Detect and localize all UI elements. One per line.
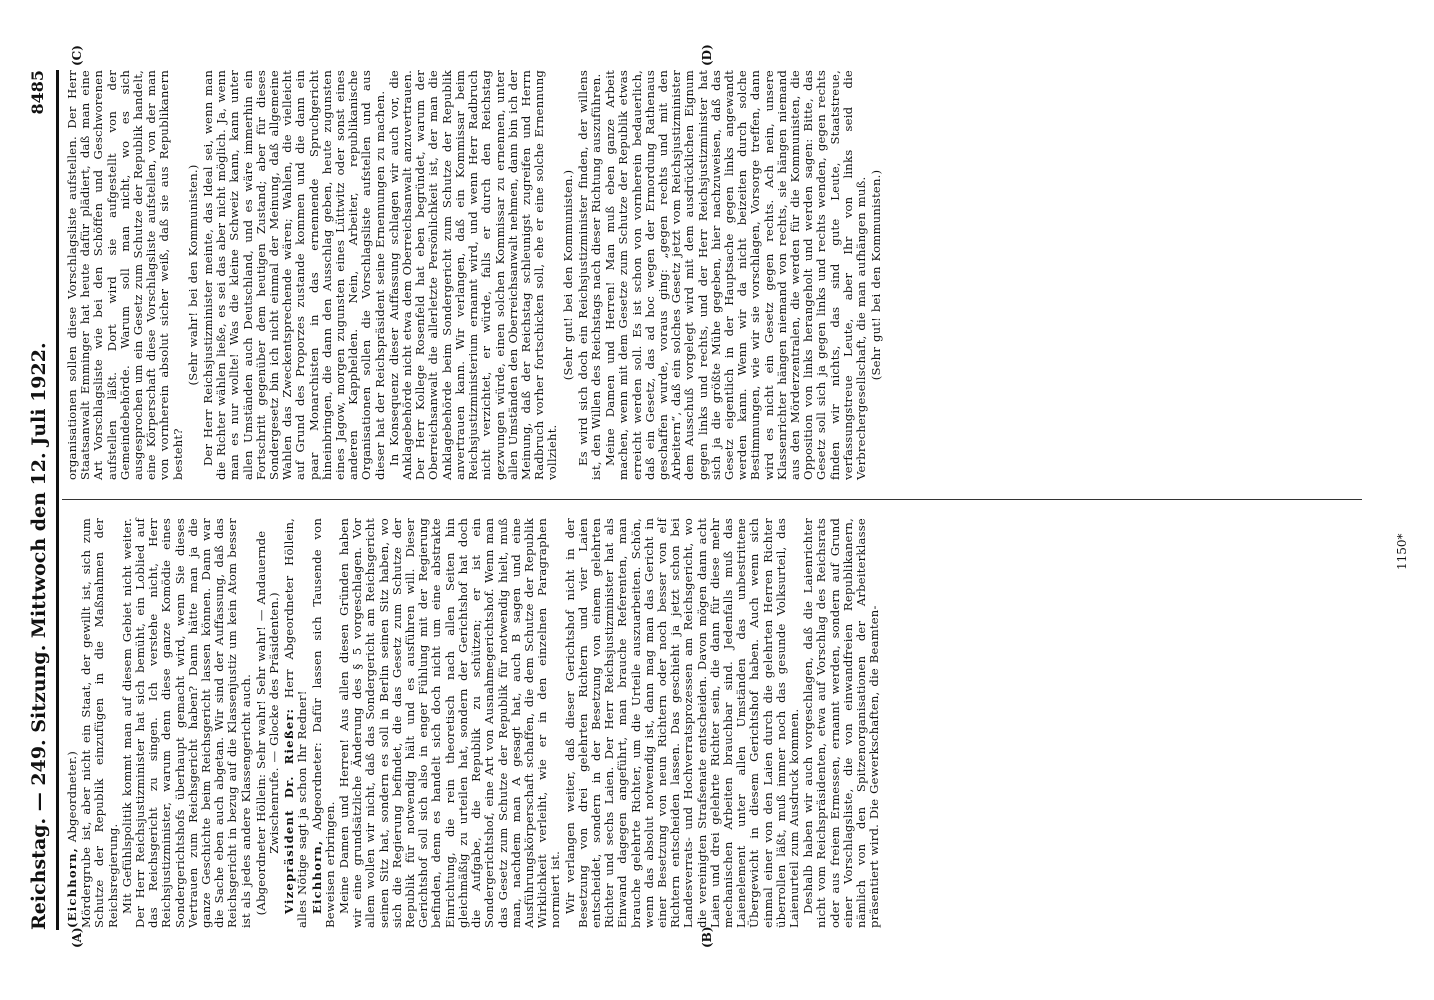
paragraph: Eichhorn, Abgeordneter: Dafür lassen sich Tausende von Beweisen erbringen. <box>309 518 337 928</box>
column-divider <box>62 499 1362 500</box>
speaker-name: Vizepräsident Dr. Rießer: <box>282 707 297 914</box>
paragraph: Vizepräsident Dr. Rießer: Herr Abgeordneter Höllein, alles Nötige sagt ja schon Ihr Redner! <box>282 518 310 928</box>
header-rule <box>56 70 59 930</box>
speaker-name: Eichhorn, <box>309 839 324 914</box>
interjection: (Abgeordneter Höllein: Sehr wahr! Sehr wahr! — Andauernde Zwischenrufe. — Glocke des Präsidenten.) <box>253 530 282 916</box>
margin-marker-d: (D) <box>700 44 714 66</box>
header-title: Reichstag. — 249. Sitzung. Mittwoch den 12. Juli 1922. <box>28 342 50 930</box>
left-column <box>66 518 882 928</box>
right-column <box>66 70 885 480</box>
paragraph: In Konsequenz dieser Auffassung schlagen wir auch vor, die Anklagebehörde nicht etwa dem Oberreichsanwalt anzuvertrauen. Der Herr Kollege Rosenfeld hat eben begründet, warum der Oberreichsanwalt die allerletzte Persönlichkeit ist, der man die Anklagebehörde beim Sondergericht zum Schutze der Republik anvertrauen kann. Wir verlangen, daß ein Kommissar beim Reichsjustizministerium ernannt wird, und wenn Herr Radbruch nicht verzichtet, er würde, falls er durch den Reichstag gezwungen würde, einen solchen Kommissar zu ernennen, unter allen Umständen den Oberreichsanwalt nehmen, dann bin ich der Meinung, daß der Reichstag schleunigst zugreifen und Herrn Radbruch vorher fortschicken soll, ehe er eine solche Ernennung vollzieht. <box>386 70 560 480</box>
interjection: (Sehr gut! bei den Kommunisten.) <box>869 169 884 381</box>
paragraph: Meine Damen und Herren! Aus allen diesen Gründen haben wir eine grundsätzliche Änderung des § 5 vorgeschlagen. Vor allem wollen wir nicht, daß das Sondergericht am Reichsgericht seinen Sitz hat, sondern es soll in Berlin seinen Sitz haben, wo sich die Regierung befindet, die das Gesetz zum Schutze der Republik für notwendig hält und es ausführen will. Dieser Gerichtshof soll sich also in enger Fühlung mit der Regierung befinden, denn es handelt sich doch nicht um eine abstrakte Einrichtung, die rein theoretisch nach allen Seiten hin gleichmäßig zu urteilen hat, sondern der Gerichtshof hat doch die Aufgabe, die Republik zu schützen; er ist ein Sondergerichtshof, eine Art von Ausnahmegerichtshof. Wenn man das Gesetz zum Schutze der Republik für notwendig hielt, muß man, nachdem man A gesagt hat, auch B sagen und eine Ausführungskörperschaft schaffen, die dem Schutze der Republik Wirklichkeit verleiht, wie er in den einzelnen Paragraphen normiert ist. <box>337 518 563 928</box>
sheet-number: 1150* <box>1395 533 1409 570</box>
paragraph: Meine Damen und Herren! Man muß eben ganze Arbeit machen, wenn mit dem Gesetze zum Schutze der Republik etwas erreicht werden soll. Es ist schon von vornherein bedauerlich, daß ein Gesetz, das ad hoc wegen der Ermordung Rathenaus geschaffen wurde, voraus ging: „gegen rechts und mit den Arbeitern“, daß ein solches Gesetz jetzt vom Reichsjustizminister dem Ausschuß vorgelegt wird mit dem ausdrücklichen Eignum gegen links und rechts, und der Herr Reichsjustizminister hat sich ja die größte Mühe gegeben, hier nachzuweisen, daß das Gesetz eigentlich in der Hauptsache gegen links angewandt werden kann. Wenn wir da nicht beizeiten durch solche Bestimmungen, wie wir sie vorschlagen, Vorsorge treffen, dann wird es nicht ein Gesetz gegen rechts. Ach nein, unsere Klassenrichter hängen niemand von rechts, sie hängen niemand aus den Mörderzentralen, die werden für die Kommunisten, die Opposition von links herangeholt und werden sagen: Bitte, das Gesetz soll sich ja gegen links und rechts wenden, gegen rechts finden wir nichts, das sind gute Leute, Staatstreue, verfassungstreue Leute, aber Ihr von links seid die Verbrechergesellschaft, die man aufhängen muß. <box>603 70 868 480</box>
interjection: (Sehr wahr! bei den Kommunisten.) <box>185 164 200 386</box>
page-number: 8485 <box>28 70 47 115</box>
interjection: (Sehr gut! bei den Kommunisten.) <box>560 169 575 381</box>
speaker-name: (Eichhorn, <box>65 847 79 928</box>
page-header <box>28 70 52 930</box>
margin-marker-c: (C) <box>70 45 84 66</box>
margin-marker-a: (A) <box>70 927 84 948</box>
paragraph: Wir verlangen weiter, daß dieser Gerichtshof nicht in der Besetzung von drei gelehrten Richtern und vier Laien entscheidet, sondern in der Besetzung von einem gelehrten Richter und sechs Laien. Der Herr Reichsjustizminister hat als Einwand dagegen angeführt, man brauche Referenten, man brauche gelehrte Richter, um die Urteile auszuarbeiten. Schön, wenn das absolut notwendig ist, dann mag man das Gericht in einer Besetzung von neun Richtern oder noch besser von elf Richtern entscheiden lassen. Das geschieht ja jetzt schon bei Landesverrats- und Hochverratsprozessen am Reichsgericht, wo die vereinigten Strafsenate entscheiden. Davon mögen dann acht Laien und drei gelehrte Richter sein, die dann für diese mehr mechanischen Arbeiten brauchbar sind. Jedenfalls muß das Laienelement unter allen Umständen das unbestrittene Übergewicht in diesem Gerichtshof haben. Auch wenn sich einmal einer von den Laien durch die gelehrten Herren Richter überrollen läßt, muß immer noch das gesunde Volksurteil, das Laienurteil zum Ausdruck kommen. <box>562 518 801 928</box>
paragraph: Der Herr Reichsjustizminister meinte, das Ideal sei, wenn man die Richter wählen ließe, es sei das aber nicht möglich. Ja, wenn man es nur wollte! Was die kleine Schweiz kann, kann unter allen Umständen auch Deutschland, und es wäre immerhin ein Fortschritt gegenüber dem heutigen Zustand; aber für dieses Sondergesetz bin ich nicht einmal der Meinung, daß allgemeine Wahlen das Zweckentsprechende wären; Wahlen, die vielleicht auf Grund des Proporzes zustande kommen und die dann ein paar Monarchisten in das ernennende Spruchgericht hineinbringen, die dann den Ausschlag geben, heute zugunsten eines Jagow, morgen zugunsten eines Lüttwitz oder sonst eines anderen Kapphelden. Nein, Arbeiter, republikanische Organisationen sollen die Vorschlagsliste aufstellen und aus dieser hat der Reichspräsident seine Ernennungen zu machen. <box>201 70 387 480</box>
margin-marker-b: (B) <box>700 926 714 948</box>
paragraph: Es wird sich doch ein Reichsjustizminister finden, der willens ist, den Willen des Reichstags nach dieser Richtung auszuführen. <box>575 70 603 480</box>
paragraph: Deshalb haben wir auch vorgeschlagen, daß die Laienrichter nicht vom Reichspräsidenten, etwa auf Vorschlag des Reichsrats oder aus freiem Ermessen, ernannt werden, sondern auf Grund einer Vorschlagsliste, die von einwandfreien Republikanern, nämlich von den Spitzenorganisationen der Arbeiterklasse präsentiert wird. Die Gewerkschaften, die Beamten- <box>801 518 882 928</box>
paragraph: Mit Gefühlspolitik kommt man auf diesem Gebiet nicht weiter. Der Herr Reichsjustizminister hat sich bemüht, ein Loblied auf das Reichsgericht zu singen. Ich verstehe nicht, Herr Reichsjustizminister, warum denn diese ganze Komödie eines Sondergerichtshofs überhaupt gemacht wird, wenn Sie dieses Vertrauen zum Reichsgericht haben? Dann hätte man ja die ganze Geschichte beim Reichsgericht lassen können. Dann war die Sache eben auch abgetan. Wir sind der Auffassung, daß das Reichsgericht in bezug auf die Klassenjustiz um kein Atom besser ist als jedes andere Klassengericht auch. <box>119 518 253 928</box>
paragraph: Mördergrube ist, aber nicht ein Staat, der gewillt ist, sich zum Schutze der Republik einzufügen in die Maßnahmen der Reichsregierung. <box>79 518 120 928</box>
paragraph: organisationen sollen diese Vorschlagsliste aufstellen. Der Herr Staatsanwalt Emminger hat heute dafür plädiert, daß man eine Art Vorschlagsliste wie bei den Schöffen und Geschworenen aufstellen läßt. Dort wird sie aufgestellt von der Gemeindebehörde. Warum soll man nicht, wo es sich ausgesprochen um ein Gesetz zum Schutze der Republik handelt, eine Körperschaft diese Vorschlagsliste aufstellen, von der man von vornherein absolut sicher weiß, daß sie aus Republikanern besteht? <box>65 70 185 480</box>
paragraph: (Eichhorn, Abgeordneter.) <box>65 751 79 928</box>
